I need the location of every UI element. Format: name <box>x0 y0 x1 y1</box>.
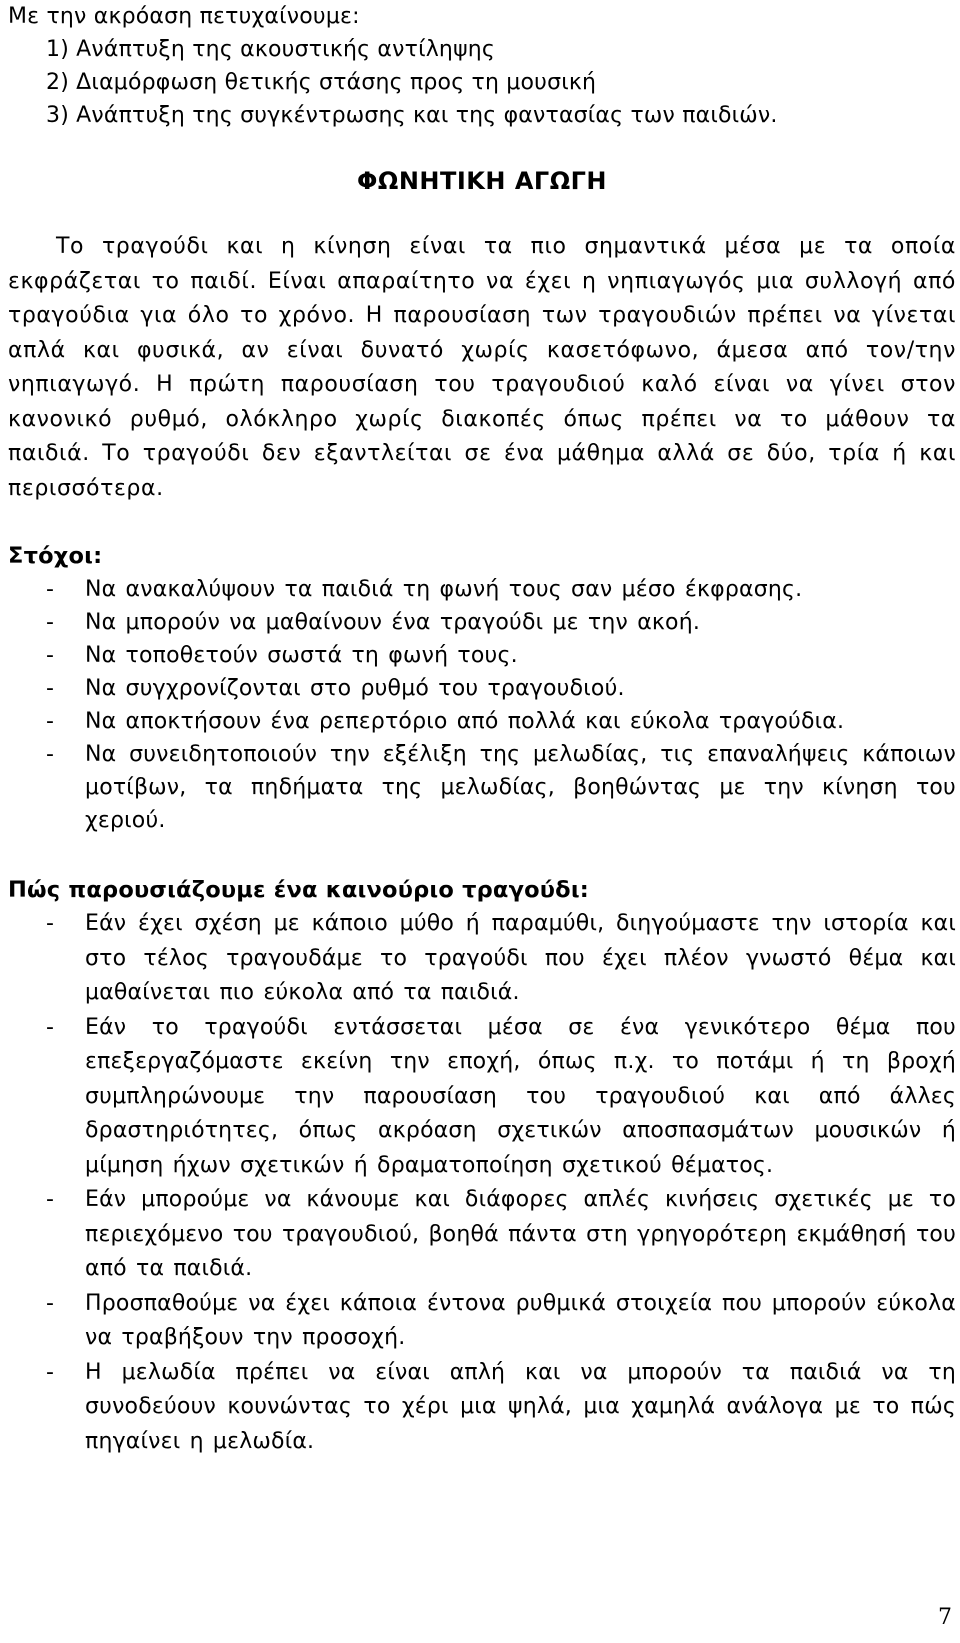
goal-item <box>8 606 956 639</box>
goal-text: Να συνειδητοποιούν την εξέλιξη της μελωδίας, τις επαναλήψεις κάποιων μοτίβων, τα πηδήματα της μελωδίας, βοηθώντας με την κίνηση του χεριού. <box>85 742 956 833</box>
intro-lead: Με την ακρόαση πετυχαίνουμε: <box>8 4 360 29</box>
intro-item: 3) Ανάπτυξη της συγκέντρωσης και της φαντασίας των παιδιών. <box>46 103 778 128</box>
goal-text: Να ανακαλύψουν τα παιδιά τη φωνή τους σαν μέσο έκφρασης. <box>85 577 803 602</box>
presentation-item <box>8 907 956 1011</box>
goal-item <box>8 738 956 837</box>
goal-text: Να μπορούν να μαθαίνουν ένα τραγούδι με την ακοή. <box>85 610 701 635</box>
presentation-item <box>8 1287 956 1356</box>
dash-bullet: - <box>46 742 55 767</box>
presentation-text: Εάν μπορούμε να κάνουμε και διάφορες απλές κινήσεις σχετικές με το περιεχόμενο του τραγουδιού, βοηθά πάντα στη γρηγορότερη εκμάθησή του από τα παιδιά. <box>85 1187 956 1281</box>
dash-bullet: - <box>46 610 55 635</box>
page-number: 7 <box>938 1605 952 1630</box>
presentation-list <box>8 907 956 1459</box>
goal-text: Να αποκτήσουν ένα ρεπερτόριο από πολλά και εύκολα τραγούδια. <box>85 709 845 734</box>
presentation-text: Προσπαθούμε να έχει κάποια έντονα ρυθμικά στοιχεία που μπορούν εύκολα να τραβήξουν την προσοχή. <box>85 1290 956 1350</box>
goals-list <box>8 573 956 837</box>
section-title: ΦΩΝΗΤΙΚΗ ΑΓΩΓΗ <box>357 167 607 195</box>
dash-bullet: - <box>46 1359 55 1385</box>
dash-bullet: - <box>46 1187 55 1212</box>
presentation-text: Εάν το τραγούδι εντάσσεται μέσα σε ένα γενικότερο θέμα που επεξεργαζόμαστε εκείνη την εποχή, όπως π.χ. το ποτάμι ή τη βροχή συμπληρώνουμε την παρουσίαση του τραγουδιού και από άλλες δραστηριότητες, όπως ακρόαση σχετικών αποσπασμάτων μουσικών ή μίμηση ήχων σχετικών ή δραματοποίηση σχετικού θέματος. <box>85 1014 956 1178</box>
goals-heading: Στόχοι: <box>8 543 103 569</box>
document-page <box>8 0 956 1459</box>
dash-bullet: - <box>46 676 55 701</box>
dash-bullet: - <box>46 577 55 602</box>
goal-item <box>8 705 956 738</box>
dash-bullet: - <box>46 911 55 936</box>
intro-item: 2) Διαμόρφωση θετικής στάσης προς τη μουσική <box>46 70 597 95</box>
presentation-item <box>8 1356 956 1460</box>
presentation-text: Εάν έχει σχέση με κάποιο μύθο ή παραμύθι, διηγούμαστε την ιστορία και στο τέλος τραγουδάμε το τραγούδι που έχει πλέον γνωστό θέμα και μαθαίνεται πιο εύκολα από τα παιδιά. <box>85 911 956 1005</box>
dash-bullet: - <box>46 1290 55 1316</box>
goal-item <box>8 639 956 672</box>
dash-bullet: - <box>46 709 55 734</box>
presentation-item <box>8 1011 956 1184</box>
goal-item <box>8 672 956 705</box>
intro-item: 1) Ανάπτυξη της ακουστικής αντίληψης <box>46 37 496 62</box>
presentation-text: Η μελωδία πρέπει να είναι απλή και να μπορούν τα παιδιά να τη συνοδεύουν κουνώντας το χέρι μια ψηλά, μια χαμηλά ανάλογα με το πώς πηγαίνει η μελωδία. <box>85 1359 956 1454</box>
presentation-item <box>8 1183 956 1287</box>
goal-item <box>8 573 956 606</box>
goal-text: Να συγχρονίζονται στο ρυθμό του τραγουδιού. <box>85 676 625 701</box>
intro-list <box>8 33 956 132</box>
body-paragraph: Το τραγούδι και η κίνηση είναι τα πιο σημαντικά μέσα με τα οποία εκφράζεται το παιδί. Είναι απαραίτητο να έχει η νηπιαγωγός μια συλλογή από τραγούδια για όλο το χρόνο. Η παρουσίαση των τραγουδιών πρέπει να γίνεται απλά και φυσικά, αν είναι δυνατό χωρίς κασετόφωνο, άμεσα από τον/την νηπιαγωγό. Η πρώτη παρουσίαση του τραγουδιού καλό είναι να γίνει στον κανονικό ρυθμό, ολόκληρο χωρίς διακοπές όπως πρέπει να το μάθουν τα παιδιά. Το τραγούδι δεν εξαντλείται σε ένα μάθημα αλλά σε δύο, τρία ή και περισσότερα. <box>8 234 956 501</box>
dash-bullet: - <box>46 1014 55 1040</box>
presentation-heading: Πώς παρουσιάζουμε ένα καινούριο τραγούδι: <box>8 877 589 903</box>
goal-text: Να τοποθετούν σωστά τη φωνή τους. <box>85 643 518 668</box>
dash-bullet: - <box>46 643 55 668</box>
